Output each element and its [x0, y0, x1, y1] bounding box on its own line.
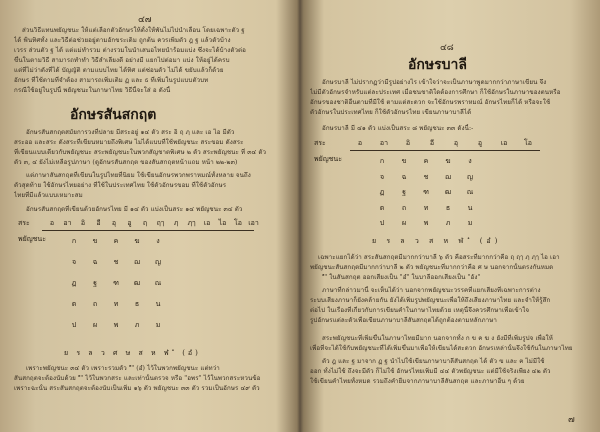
consonant-cell: ถ	[401, 203, 407, 212]
body-line: ตัว ฎ และ ฐ มาจาก ฏ ฐ นำไปใช้เขียนภาษาบาลีสันสกฤต ได้ ตัว ฃ และ ฅ ไม่มีใช้	[322, 358, 545, 365]
consonant-cell: ฌ	[445, 172, 451, 181]
vowel-cell: อุ	[453, 139, 459, 147]
intro-line: ส่วนวิธีแทนพยัญชนะ ให้แต่เลือกตัวอักษรให้ตั้งให้พันไม่ไปนำเลื่อน โดยเฉพาะตัว ฐ	[22, 27, 245, 34]
consonant-cell: ค	[113, 237, 119, 245]
consonant-cell: ฌ	[134, 258, 140, 266]
consonant-cell: ธ	[134, 300, 140, 308]
consonant-label: พยัญชนะ	[18, 235, 46, 243]
consonant-cell: ฒ	[444, 188, 452, 196]
vowel-cell: ฦๅ	[187, 219, 196, 227]
footer-line: สันสกฤตจะต้องนับด้วย "ํ" ไว้ในพวกสระ และเท่านั้นตรวจ หรือ "อพร" ไว้ในพวกสระหวนข้อ	[14, 375, 261, 382]
body-line: ต่อไป ในเรื่องที่เกี่ยวกับการเขียนคำในภาษาไทยด้วย เหตุนี้จึงควรศึกษาเพื่อเข้าใจ	[310, 307, 530, 314]
consonant-cell: ถ	[92, 300, 98, 308]
consonant-cell: ง	[468, 157, 472, 165]
consonant-cell: ฆ	[445, 157, 451, 165]
vowel-cell: ฦ	[173, 219, 179, 227]
body-line: ภาษาที่กล่าวมานี้ จะเห็นได้ว่า นอกจากพยัญชนะวรรคที่แยกเสียงที่เฉพาะการต่าง	[322, 287, 541, 294]
vowel-cell: เอ	[500, 139, 508, 147]
consonant-cell: ณ	[154, 279, 162, 287]
consonant-cell: ภ	[134, 321, 140, 329]
vowel-cell: อี	[96, 219, 101, 227]
footer-line: เพราะฉะนั้น สระสันสกฤตจะต้องนับเป็นเพิ่ม ๑๖ ตัว พยัญชนะ ๓๓ ตัว รวมเป็นอักษร ๔๙ ตัว	[14, 385, 260, 392]
page-mark: ๗	[568, 415, 575, 425]
vowel-label: สระ	[314, 139, 326, 147]
consonant-cell: ท	[423, 203, 429, 212]
body-line: สระพยัญชนะที่เพิ่มขึ้นในภาษาไทยมีมาก นอกจากทั้ง ก ข ค ฆ ง ยังมีที่เพิ่มรูปจ เพื่อให้	[322, 335, 553, 342]
vowel-cell: อู	[127, 219, 132, 227]
left-page	[14, 0, 290, 432]
table-intro: อักษรบาลี มี ๔๑ ตัว แบ่งเป็นสระ ๘ พยัญชนะ ๓๓ ดังนี้:-	[322, 125, 474, 132]
consonant-cell: ผ	[401, 219, 407, 227]
consonant-last-row: ย ร ล ว ส ห ฬ ํ (อํ)	[372, 237, 502, 245]
consonant-cell: ก	[71, 237, 77, 245]
consonant-cell: ญ	[467, 172, 473, 181]
intro-line: กรณีใช้อยู่ในรูปนี้ พยัญชนะในภาษาไทย วิธีนี้จะใส่ อ ดังนี้	[14, 87, 171, 94]
vowel-cell: อี	[429, 139, 435, 147]
vowel-cell: อิ	[405, 139, 411, 147]
vowel-cell: อิ	[80, 219, 86, 227]
consonant-cell: จ	[379, 172, 385, 181]
consonant-cell: ฉ	[92, 258, 98, 266]
consonant-cell: ฏ	[71, 279, 77, 287]
divider	[42, 230, 254, 231]
section-line: ตัวสุดท้าย ใช้อักษรไทยอย่าง ที่ใช้ในประเทศไทย ใช้ตัวอักษรขอม ที่ใช้ตัวอักษร	[14, 182, 227, 189]
section-line: แต่ภาษาสันสกฤตที่เขียนในรูปไทยที่นิยม ใช้เขียนอักษรพวกพราหมณ์ทั้งหลาย จนถึง	[26, 172, 251, 179]
body-line: "ํ" ในสันสกฤต ออกเสียงเป็น "อํ" ในบาลีออกเสียงเป็น "อัง"	[322, 274, 481, 281]
consonant-cell: ก	[379, 157, 385, 165]
consonant-cell: พ	[113, 321, 119, 329]
section-line: ที่เขียนแบบเดียวกับพยัญชนะ สระพยัญชนะในพวกสัญชาตพิเศษ ๒ ตัว สระพยัญชนะ ที่ ๓๔ ตัว	[14, 149, 267, 156]
page-number: ๔๘	[440, 43, 454, 53]
vowel-cell: เอ	[203, 219, 211, 227]
body-line: เพื่อที่จะได้ใช้กับพยัญชนะที่ได้เพิ่มขึ้นมาเพื่อให้เขียนได้สะดวก อักษรเหล่านั้นจึงใช้กันในภาษาไทย	[310, 345, 573, 352]
consonant-cell: ป	[379, 219, 385, 227]
body-line: รูปอักษรแต่ละตัวเพื่อเขียนภาษาบาลีสันสกฤตได้ถูกต้องตามหลักภาษา	[310, 317, 498, 324]
consonant-last-row: ย ร ล ว ศ ษ ส ห ฬ ํ (อํ)	[64, 349, 201, 357]
consonant-cell: ฑ	[113, 279, 119, 287]
consonant-cell: ภ	[445, 219, 451, 227]
consonant-cell: ต	[379, 203, 385, 212]
divider	[350, 150, 540, 151]
vowel-cell: อา	[63, 219, 72, 227]
consonant-cell: ค	[423, 157, 429, 165]
section-heading: อักษรสันสกฤต	[70, 107, 157, 123]
consonant-cell: ม	[467, 219, 473, 227]
consonant-cell: ผ	[92, 321, 98, 329]
consonant-cell: น	[467, 203, 473, 212]
consonant-cell: ฑ	[423, 188, 429, 196]
consonant-cell: ฒ	[133, 279, 141, 287]
page-number: ๔๗	[138, 15, 152, 25]
body-line: เฉพาะแยกได้ว่า สระสันสกฤตมีมากกว่าบาลี ๖ ตัว คือสระที่มากกว่าคือ ฤ ฤๅ ฦ ฦๅ ไอ เอา	[318, 254, 560, 261]
body-line: ออก ทั้งไม่ใช้ ถึงจะมีตัว ก็ไม่ใช้ อักษรไทยเพิ่มมี ๔๔ ตัวพยัญชนะ แต่มีใช้จริงเพียง ๔๒ ตัว	[310, 368, 551, 375]
consonant-cell: ท	[113, 300, 119, 308]
vowel-cell: ไอ	[218, 219, 227, 227]
intro-line: ได้ ฟ้นทิศทั้ง และวิธีต่อช่วยอยู่ตามอักขระเดิม ถูกต้น ควรเพิ่มตัว ฎ ฐ แล้วตัวบ้าง	[14, 37, 231, 44]
consonant-cell: ญ	[155, 258, 161, 266]
consonant-cell: ฏ	[379, 188, 385, 196]
intro-line: อักษร ที่ใช้ตามที่จำต้อง สามารถเพิ่มเติม ฏ และ ธ ที่เพิ่มในรูปแบบตัวบท	[14, 77, 209, 84]
section-line: ไทยที่มีแล้วแบบเหมาะสม	[14, 192, 83, 199]
vowel-label: สระ	[18, 219, 30, 227]
intro-line: อักษรบาลี ไม่ปรากฏว่ามีรูปอย่างไร เข้าใจว่าจะเป็นภาษาพูดมากกว่าภาษาเขียน จึง	[322, 79, 547, 86]
consonant-label: พยัญชนะ	[314, 155, 342, 163]
intro-line: อักษรของชาติอื่นตามที่มีใช้ ตามแต่สะดวก จะใช้อักษรพราหมณ์ อักษรไทยก็ได้ หรือจะใช้	[310, 99, 551, 106]
consonant-cell: พ	[423, 219, 429, 227]
body-line: ใช้เขียนคำไทยทั้งหมด รวมถึงคำยืมจากภาษาบาลีสันสกฤต และภาษาอื่น ๆ ด้วย	[310, 378, 525, 385]
vowel-cell: อุ	[111, 219, 117, 227]
body-line: พยัญชนะสันสกฤตมีมากกว่าบาลี ๒ ตัว พยัญชนะที่มากกว่าคือ ศ ษ นอกจากนั้นตรงกันหมด	[310, 264, 554, 271]
vowel-cell: ฤ	[142, 219, 148, 227]
section-line: อักษรสันสกฤตสมัยการวงที่ปลาย มีสระอยู่ ๑๔ ตัว สระ อิ ฤ ฦ และ เอ ไอ มีตัว	[26, 129, 235, 136]
consonant-cell: ง	[156, 237, 160, 245]
footer-line: เพราะพยัญชนะ ๓๔ ตัว เพราะรวมตัว "ํ" (อํ) ไว้ในพวกพยัญชนะ แต่ทว่า	[26, 365, 220, 372]
section-heading: อักษรบาลี	[408, 57, 467, 73]
consonant-cell: ฉ	[401, 172, 407, 181]
intro-line: แต่ที่ไม่ว่าดังที่ได้ บัญญัติ ตามแบบไทย ได้ทิศ แต่ซ่อนตัว ไม่ได้ ขยับแล้วก็ด้วย	[14, 67, 224, 74]
consonant-cell: ช	[113, 258, 119, 266]
vowel-cell: อา	[379, 139, 389, 147]
consonant-cell: ข	[92, 237, 98, 245]
vowel-cell: โอ	[234, 219, 242, 227]
consonant-cell: ต	[71, 300, 77, 308]
vowel-cell: อ	[357, 139, 363, 147]
consonant-cell: ป	[71, 321, 77, 329]
consonant-cell: ฐ	[402, 188, 406, 196]
vowel-cell: ฤๅ	[156, 219, 165, 227]
consonant-cell: จ	[71, 258, 77, 266]
consonant-cell: ฐ	[93, 279, 97, 287]
consonant-cell: ฆ	[134, 237, 140, 245]
vowel-cell: อ	[49, 219, 55, 227]
consonant-cell: ม	[155, 321, 161, 329]
consonant-cell: ข	[401, 157, 407, 165]
consonant-cell: ณ	[466, 188, 474, 196]
right-page	[310, 0, 586, 432]
intro-line: ตัวอักษรในประเทศไทย ก็ใช้ตัวอักษรไทย เขียนภาษาบาลีได้	[310, 109, 472, 116]
table-intro: อักษรสันสกฤตที่เขียนด้วยอักษรไทย มี ๑๔ ตัว แบ่งเป็นสระ ๑๔ พยัญชนะ ๓๔ ตัว	[26, 206, 243, 213]
section-line: ตัว ๓, ๔ ยังไม่เหลือรูปภาษา (ดูอักษรสันสกฤต ของสันสกฤตหน้าแถม หน้า ๒๒-๒๓)	[14, 159, 238, 166]
body-line: ระบบเสียงภาษาก็ยังคล้ายกัน ยังได้เพิ่มรูปพยัญชนะเพื่อให้ถึงเสียงภาษาไทย และจำให้รู้สึก	[310, 297, 551, 304]
consonant-cell: ธ	[445, 203, 451, 212]
vowel-cell: โอ	[524, 139, 532, 147]
intro-line: ไม่มีตัวอักษรจำหรับแต่ละประเทศ เมื่อชนชาติใดต้องการศึกษา ก็ใช้อักษรในภาษาของตนหรือ	[310, 89, 561, 96]
section-line: สระออ และสระ ดังสระที่เขียนหมายถึงพิเศษ ไม่ได้แบบที่ใช้พยัญชนะ สระขอม ดังสระ	[14, 139, 244, 146]
consonant-cell: ช	[423, 172, 429, 181]
vowel-cell: อู	[477, 139, 483, 147]
intro-line: เวรร ส่วนตัว ฐ ได้ แต่แม่ทำรวม ต่างรวมในนำเสนอไทยนำร้อมแบ่ง ซึ่งจะได้บ้างตัวต่อ	[14, 47, 246, 54]
vowel-cell: เอา	[248, 219, 259, 227]
intro-line: ขึ้นในตามวิธี สามารถทำทำ วิธีลำเลียงดี อย่างมี แยกไปต่อมา แบ่ง ให้อยู่ได้ครบ	[14, 57, 230, 64]
consonant-cell: น	[155, 300, 161, 308]
